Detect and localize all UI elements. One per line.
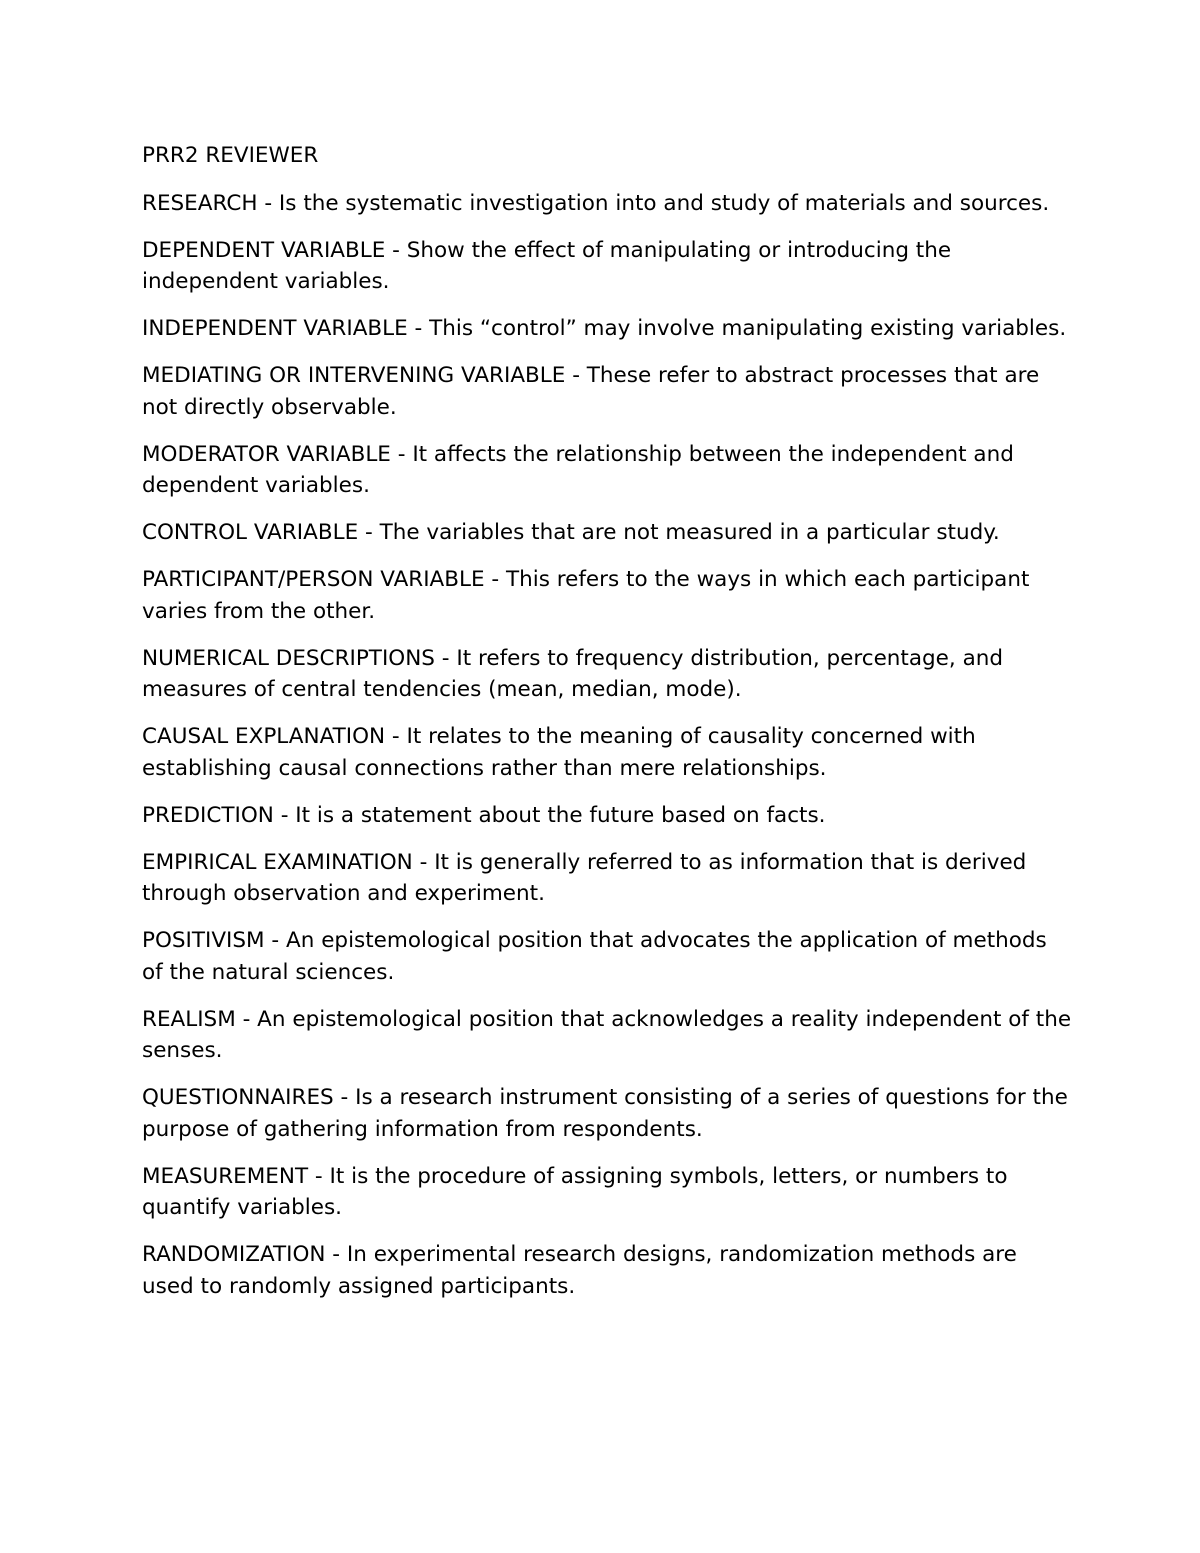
definition-numerical-descriptions: NUMERICAL DESCRIPTIONS - It refers to frequency distribution, percentage, and measures of central tendencies (mean, median, mode). bbox=[142, 645, 1004, 702]
definition-realism: REALISM - An epistemological position that acknowledges a reality independent of the senses. bbox=[142, 1006, 1072, 1063]
definition-measurement: MEASUREMENT - It is the procedure of assigning symbols, letters, or numbers to quantify variables. bbox=[142, 1163, 1008, 1220]
definition-positivism: POSITIVISM - An epistemological position that advocates the application of methods of the natural sciences. bbox=[142, 928, 1047, 985]
definition-questionnaires: QUESTIONNAIRES - Is a research instrument consisting of a series of questions for the purpose of gathering information from respondents. bbox=[142, 1085, 1068, 1142]
definition-prediction: PREDICTION - It is a statement about the future based on facts. bbox=[142, 802, 826, 828]
definition-empirical-examination: EMPIRICAL EXAMINATION - It is generally referred to as information that is derived through observation and experiment. bbox=[142, 849, 1027, 906]
definition-research: RESEARCH - Is the systematic investigation into and study of materials and sources. bbox=[142, 190, 1050, 216]
definition-control-variable: CONTROL VARIABLE - The variables that are not measured in a particular study. bbox=[142, 520, 1000, 545]
definition-causal-explanation: CAUSAL EXPLANATION - It relates to the meaning of causality concerned with establishing causal connections rather than mere relationships. bbox=[142, 724, 976, 781]
definition-independent-variable: INDEPENDENT VARIABLE - This “control” may involve manipulating existing variables. bbox=[142, 316, 1067, 341]
document-page bbox=[142, 140, 1072, 1318]
definition-mediating-variable: MEDIATING OR INTERVENING VARIABLE - These refer to abstract processes that are not directly observable. bbox=[142, 363, 1040, 420]
document-title: PRR2 REVIEWER bbox=[142, 143, 319, 168]
definition-participant-variable: PARTICIPANT/PERSON VARIABLE - This refers to the ways in which each participant varies from the other. bbox=[142, 567, 1030, 624]
definition-moderator-variable: MODERATOR VARIABLE - It affects the relationship between the independent and dependent variables. bbox=[142, 441, 1014, 498]
definition-randomization: RANDOMIZATION - In experimental research designs, randomization methods are used to randomly assigned participants. bbox=[142, 1242, 1017, 1299]
definition-dependent-variable: DEPENDENT VARIABLE - Show the effect of manipulating or introducing the independent variables. bbox=[142, 237, 952, 294]
